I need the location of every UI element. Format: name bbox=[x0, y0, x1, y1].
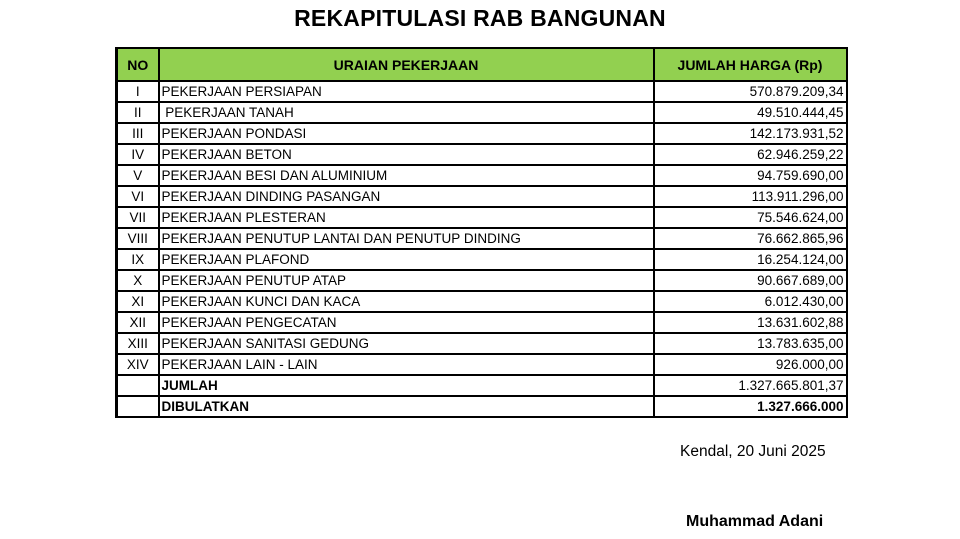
header-no: NO bbox=[117, 48, 159, 81]
row-amount: 16.254.124,00 bbox=[654, 249, 847, 270]
row-number: XIII bbox=[117, 333, 159, 354]
table-row bbox=[117, 102, 847, 123]
page-title: REKAPITULASI RAB BANGUNAN bbox=[294, 5, 666, 31]
row-number: IX bbox=[117, 249, 159, 270]
row-amount: 62.946.259,22 bbox=[654, 144, 847, 165]
row-description: PEKERJAAN PENUTUP LANTAI DAN PENUTUP DINDING bbox=[159, 228, 654, 249]
table-row bbox=[117, 186, 847, 207]
row-amount: 570.879.209,34 bbox=[654, 81, 847, 102]
table-row bbox=[117, 291, 847, 312]
row-amount: 94.759.690,00 bbox=[654, 165, 847, 186]
row-amount: 76.662.865,96 bbox=[654, 228, 847, 249]
table-row bbox=[117, 354, 847, 375]
table-row bbox=[117, 333, 847, 354]
table-row bbox=[117, 123, 847, 144]
row-amount: 75.546.624,00 bbox=[654, 207, 847, 228]
row-amount: 90.667.689,00 bbox=[654, 270, 847, 291]
row-description: PEKERJAAN BETON bbox=[159, 144, 654, 165]
row-number: XII bbox=[117, 312, 159, 333]
total-row bbox=[117, 375, 847, 396]
row-description: PEKERJAAN PLESTERAN bbox=[159, 207, 654, 228]
place-date: Kendal, 20 Juni 2025 bbox=[680, 443, 826, 460]
row-description: PEKERJAAN DINDING PASANGAN bbox=[159, 186, 654, 207]
row-number: XIV bbox=[117, 354, 159, 375]
row-number: X bbox=[117, 270, 159, 291]
row-amount: 926.000,00 bbox=[654, 354, 847, 375]
header-uraian: URAIAN PEKERJAAN bbox=[159, 48, 654, 81]
total-row-label: DIBULATKAN bbox=[159, 396, 654, 417]
row-number: VI bbox=[117, 186, 159, 207]
table-row bbox=[117, 81, 847, 102]
table-row bbox=[117, 165, 847, 186]
row-description: PEKERJAAN KUNCI DAN KACA bbox=[159, 291, 654, 312]
row-number: IV bbox=[117, 144, 159, 165]
table-row bbox=[117, 144, 847, 165]
row-amount: 6.012.430,00 bbox=[654, 291, 847, 312]
row-amount: 142.173.931,52 bbox=[654, 123, 847, 144]
table-row bbox=[117, 228, 847, 249]
row-amount: 13.783.635,00 bbox=[654, 333, 847, 354]
row-amount: 113.911.296,00 bbox=[654, 186, 847, 207]
total-row-amount: 1.327.666.000 bbox=[654, 396, 847, 417]
row-amount: 13.631.602,88 bbox=[654, 312, 847, 333]
row-amount: 49.510.444,45 bbox=[654, 102, 847, 123]
row-description: PEKERJAAN LAIN - LAIN bbox=[159, 354, 654, 375]
row-description: PEKERJAAN PONDASI bbox=[159, 123, 654, 144]
total-row-label: JUMLAH bbox=[159, 375, 654, 396]
row-number: I bbox=[117, 81, 159, 102]
row-number: V bbox=[117, 165, 159, 186]
table-row bbox=[117, 270, 847, 291]
total-row bbox=[117, 396, 847, 417]
row-number: VIII bbox=[117, 228, 159, 249]
signatory-name: Muhammad Adani bbox=[686, 513, 824, 530]
total-row-number bbox=[117, 396, 159, 417]
header-jumlah-harga: JUMLAH HARGA (Rp) bbox=[654, 48, 847, 81]
table-row bbox=[117, 249, 847, 270]
row-description: PEKERJAAN BESI DAN ALUMINIUM bbox=[159, 165, 654, 186]
row-description: PEKERJAAN PENUTUP ATAP bbox=[159, 270, 654, 291]
header-row bbox=[117, 48, 847, 81]
row-number: XI bbox=[117, 291, 159, 312]
row-number: II bbox=[117, 102, 159, 123]
row-description: PEKERJAAN PENGECATAN bbox=[159, 312, 654, 333]
table-row bbox=[117, 312, 847, 333]
table-row bbox=[117, 207, 847, 228]
row-number: VII bbox=[117, 207, 159, 228]
row-description: PEKERJAAN PLAFOND bbox=[159, 249, 654, 270]
total-row-amount: 1.327.665.801,37 bbox=[654, 375, 847, 396]
total-row-number bbox=[117, 375, 159, 396]
row-description: PEKERJAAN SANITASI GEDUNG bbox=[159, 333, 654, 354]
row-description: PEKERJAAN TANAH bbox=[159, 102, 654, 123]
row-description: PEKERJAAN PERSIAPAN bbox=[159, 81, 654, 102]
rab-recap-table bbox=[115, 47, 848, 418]
row-number: III bbox=[117, 123, 159, 144]
